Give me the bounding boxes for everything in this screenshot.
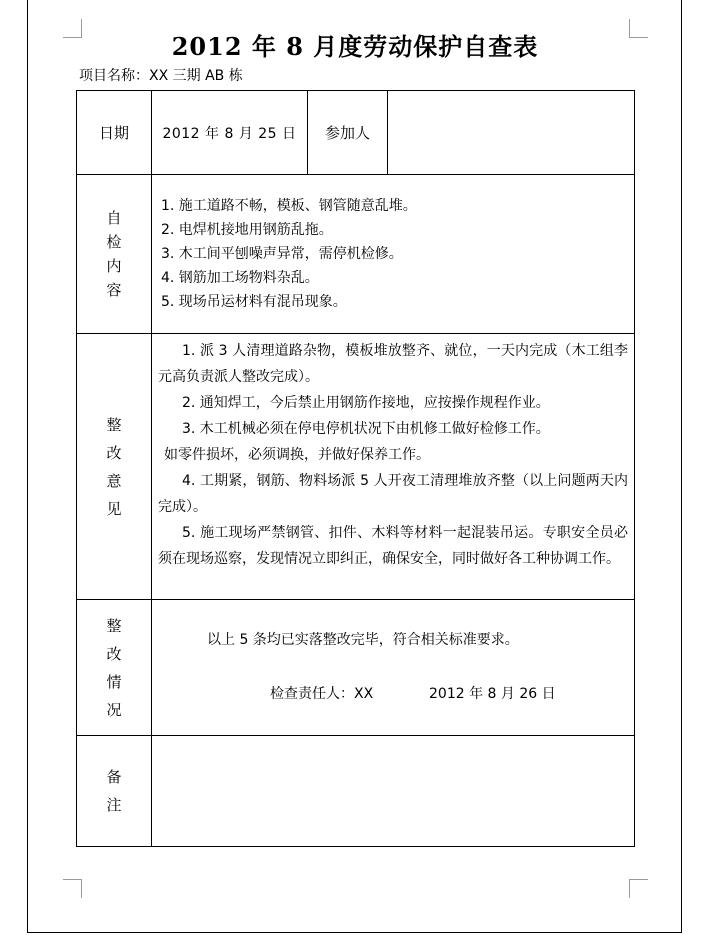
label-char: 整	[106, 415, 122, 434]
label-char: 检	[106, 233, 122, 251]
list-item: 2. 电焊机接地用钢筋乱拖。	[161, 222, 333, 238]
participants-label: 参加人	[324, 124, 370, 142]
rectification-status-box	[152, 600, 634, 735]
list-item: 1. 施工道路不畅，模板、钢管随意乱堆。	[161, 198, 417, 214]
label-char: 备	[106, 768, 122, 786]
inspection-form-table	[76, 90, 635, 847]
rectification-opinion-content-cell[interactable]	[152, 334, 635, 600]
participants-label-cell	[308, 91, 388, 175]
label-char: 内	[106, 257, 122, 275]
date-row	[77, 91, 635, 175]
self-check-row	[77, 175, 635, 334]
opinion-paragraph: 3. 木工机械必须在停电停机状况下由机修工做好检修工作。	[182, 421, 550, 437]
label-char: 改	[106, 644, 122, 663]
rectification-opinion-label	[106, 411, 122, 523]
list-item: 3. 木工间平刨噪声异常，需停机检修。	[161, 246, 403, 262]
self-check-label	[106, 206, 122, 302]
rectification-opinion-row	[77, 334, 635, 600]
label-char: 整	[106, 616, 122, 635]
rectification-status-content-cell[interactable]	[152, 600, 635, 736]
opinion-paragraph: 5. 施工现场严禁钢管、扣件、木料等材料一起混装吊运。专职安全员必须在现场巡察，发现情况立即纠正，确保安全，同时做好各工种协调工作。	[158, 525, 628, 567]
self-check-label-cell	[77, 175, 152, 334]
rectification-status-label	[106, 612, 122, 724]
rectification-status-label-cell	[77, 600, 152, 736]
crop-mark-bottom-right	[629, 879, 648, 898]
label-char: 注	[106, 796, 122, 814]
label-char: 意	[106, 471, 122, 490]
date-value-cell[interactable]	[152, 91, 308, 175]
inspector-signature: 检查责任人：XX	[270, 686, 374, 702]
label-char: 容	[106, 281, 122, 299]
opinion-paragraph: 如零件损坏，必须调换，并做好保养工作。	[164, 447, 430, 463]
document-title: 2012 年 8 月度劳动保护自查表	[171, 32, 539, 61]
status-summary: 以上 5 条均已实落整改完毕，符合相关标准要求。	[207, 632, 519, 648]
remarks-row	[77, 736, 635, 847]
self-check-list	[152, 194, 634, 314]
date-label-cell	[77, 91, 152, 175]
self-check-content-cell[interactable]	[152, 175, 635, 334]
rectification-status-row	[77, 600, 635, 736]
date-label: 日期	[98, 124, 129, 142]
date-value: 2012 年 8 月 25 日	[162, 125, 297, 142]
opinion-paragraph: 2. 通知焊工，今后禁止用钢筋作接地，应按操作规程作业。	[182, 395, 550, 411]
remarks-content-cell[interactable]	[152, 736, 635, 847]
label-char: 情	[106, 672, 122, 691]
opinion-paragraph: 1. 派 3 人清理道路杂物，模板堆放整齐、就位，一天内完成（木工组李元高负责派人整改完成）。	[158, 343, 628, 385]
label-char: 况	[106, 700, 122, 719]
participants-value-cell[interactable]	[388, 91, 635, 175]
label-char: 改	[106, 443, 122, 462]
crop-mark-bottom-left	[63, 879, 82, 898]
rectification-opinion-text	[152, 334, 634, 572]
signoff-date: 2012 年 8 月 26 日	[429, 686, 556, 702]
opinion-paragraph: 4. 工期紧，钢筋、物料场派 5 人开夜工清理堆放齐整（以上问题两天内完成）。	[158, 473, 628, 515]
remarks-label-cell	[77, 736, 152, 847]
label-char: 自	[106, 209, 122, 227]
list-item: 4. 钢筋加工场物料杂乱。	[161, 270, 319, 286]
list-item: 5. 现场吊运材料有混吊现象。	[161, 294, 347, 310]
project-name: 项目名称：XX 三期 AB 栋	[79, 68, 243, 84]
label-char: 见	[106, 499, 122, 518]
rectification-opinion-label-cell	[77, 334, 152, 600]
remarks-label	[106, 763, 122, 819]
